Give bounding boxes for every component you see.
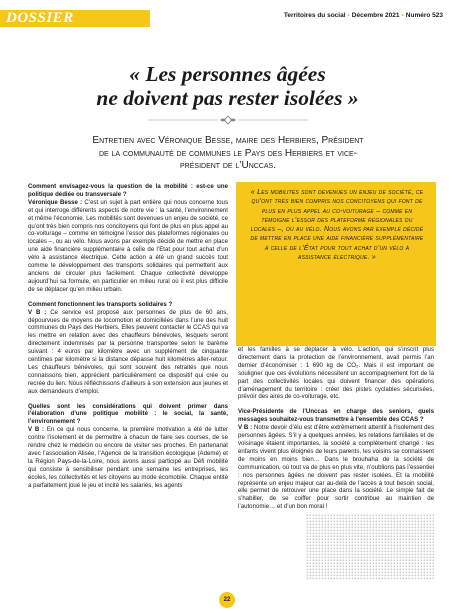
decorative-pattern <box>306 514 434 580</box>
answer: C’est un sujet à part entière qui nous concerne tous et qui interroge différents aspects de notre vie : la santé, l’environnement et même l’économie. Les mobilités sont devenues un enjeu de société, ce qu’ont très bien compris nos concitoyens qui font de plus en plus appel au co-voiturage – comme en témoigne l’essor des plateformes régionales ou locales –, ou au vélo. Nous avons par exemple décidé de mettre en place une aide financière supplémentaire à celle de l’Etat pour tout achat d’un vélo à assistance électrique. Cette action a été un grand succès tout comme le développement des transports solidaires qui permettent aux anciens de circuler plus facilement. Chaque collectivité développe aujourd’hui sa formule, en particulier en milieu rural où il est plus difficile de se déplacer qu’en milieu urbain. <box>28 198 228 293</box>
qa-block <box>28 403 228 490</box>
speaker: V B : <box>28 426 45 434</box>
article-intro: Entretien avec Véronique Besse, maire des Herbiers, Président de la communauté de communes le Pays des Herbiers et vice-président de l’Unccas. <box>92 135 364 171</box>
article-title <box>20 62 435 110</box>
page-header <box>0 0 455 40</box>
answer: Notre devoir d’élu est d’être extrêmement attentif à l’isolement des personnes âgées. S’il y a quelques années, les relations familiales et de voisinage étaient importantes, la société a complètement changé : les enfants vivent plus éloignés de leurs parents, les voisins se connaissent de moins en moins bien… Dans le brouhaha de la société de communication, où tout va de plus en plus vite, n’oublions pas l’essentiel : nos personnes âgées ne doivent pas rester isolées. Et la mobilité représente un enjeu majeur car au-delà de l’accès à tout besoin social, elle permet de retrouver une place dans la société. Le simple fait de s’habiller, de se coiffer pour sortir contribue au maintien de l’autonomie… et d’un bon moral ! <box>238 424 434 511</box>
right-column <box>238 346 434 518</box>
section-label: DOSSIER <box>6 10 74 26</box>
title-line-1: « Les personnes âgées <box>129 62 326 86</box>
question: Comment envisagez-vous la question de la mobilité : est-ce une politique dédiée ou transversale ? <box>28 183 228 198</box>
qa-block <box>238 408 434 511</box>
question: Comment fonctionnent les transports solidaires ? <box>28 300 173 308</box>
answer: Ce service est proposé aux personnes de plus de 60 ans, dépourvues de moyens de locomotion et domiciliées dans l’une des huit communes du Pays des Herbiers. Elles peuvent contacter le CCAS qui va les mettre en relation avec des chauffeurs bénévoles, lesquels seront directement indemnisés par la personne transportée selon le barème suivant : 4 euros par kilomètre avec un supplément de cinquante centimes par kilomètre si la distance dépasse huit kilomètres aller-retour. Les chauffeurs bénévoles, qui sont souvent des retraités que nous connaissons bien, apprécient particulièrement ce dispositif qui crée ou recrée du lien. Nous réfléchissons d’ailleurs à son extension aux jeunes et aux demandeurs d’emploi. <box>28 308 228 395</box>
qa-block <box>28 301 228 396</box>
page-number: 22 <box>223 597 231 603</box>
speaker: V B : <box>238 424 253 432</box>
publication-info: Territoires du social • Décembre 2021 • Numéro 523 <box>283 12 443 19</box>
publication-date: Décembre 2021 <box>351 12 400 19</box>
title-line-2: ne doivent pas rester isolées » <box>96 86 359 110</box>
answer: En ce qui nous concerne, la première motivation a été de lutter contre l’isolement et de permettre à chacun de faire ses courses, de se rendre chez le médecin ou encore de visiter ses proches. En partenariat avec l’association Alisée, l’Agence de la transition écologique (Ademe) et la Région Pays-de-la-Loire, nous avons aussi participé au Défi mobilité qui consiste à sensibiliser pendant une semaine les entreprises, les écoles, les collectivités et les citoyens au mode écomobile. Chaque entité a parfaitement joué le jeu et incité les salariés, les agents <box>28 426 228 489</box>
publication-issue: Numéro 523 <box>405 12 443 19</box>
left-column <box>28 183 228 497</box>
speaker: V B : <box>28 308 47 316</box>
pull-quote: « Les mobilités sont devenues un enjeu de société, ce qu’ont très bien compris nos concitoyens qui font de plus en plus appel au co-voiturage – comme en témoigne l’essor des plateforme régionales ou locales –, ou au vélo. Nous avons par exemple décidé de mettre en place une aide financière supplémentaire à celle de l’État pour tout achat d’un vélo à assistance électrique. » <box>250 188 424 262</box>
ornament-divider <box>148 115 308 125</box>
publication-name: Territoires du social <box>283 12 346 19</box>
question: Vice-Présidente de l’Unccas en charge des seniors, quels messages souhaitez-vous transmettre à l’ensemble des CCAS ? <box>238 408 434 424</box>
answer: et les familles à se déplacer à vélo. L’action, qui s’inscrit plus directement dans la protection de l’environnement, avait permis l’an dernier d’économiser : 1 690 kg de CO₂. Mais il est important de souligner que ces évolutions nécessitent un accompagnement fort de la part des collectivités locales qui doivent financer des opérations d’aménagement du territoire : créer des pistes cyclables sécurisées, prévoir des aires de co-voiturage, etc. <box>238 346 434 401</box>
qa-block <box>28 183 228 294</box>
qa-block <box>238 346 434 401</box>
question: Quelles sont les considérations qui doivent primer dans l’élaboration d’une politique mobilité : le social, la santé, l’environnement ? <box>28 402 228 426</box>
speaker: Véronique Besse : <box>28 198 83 206</box>
